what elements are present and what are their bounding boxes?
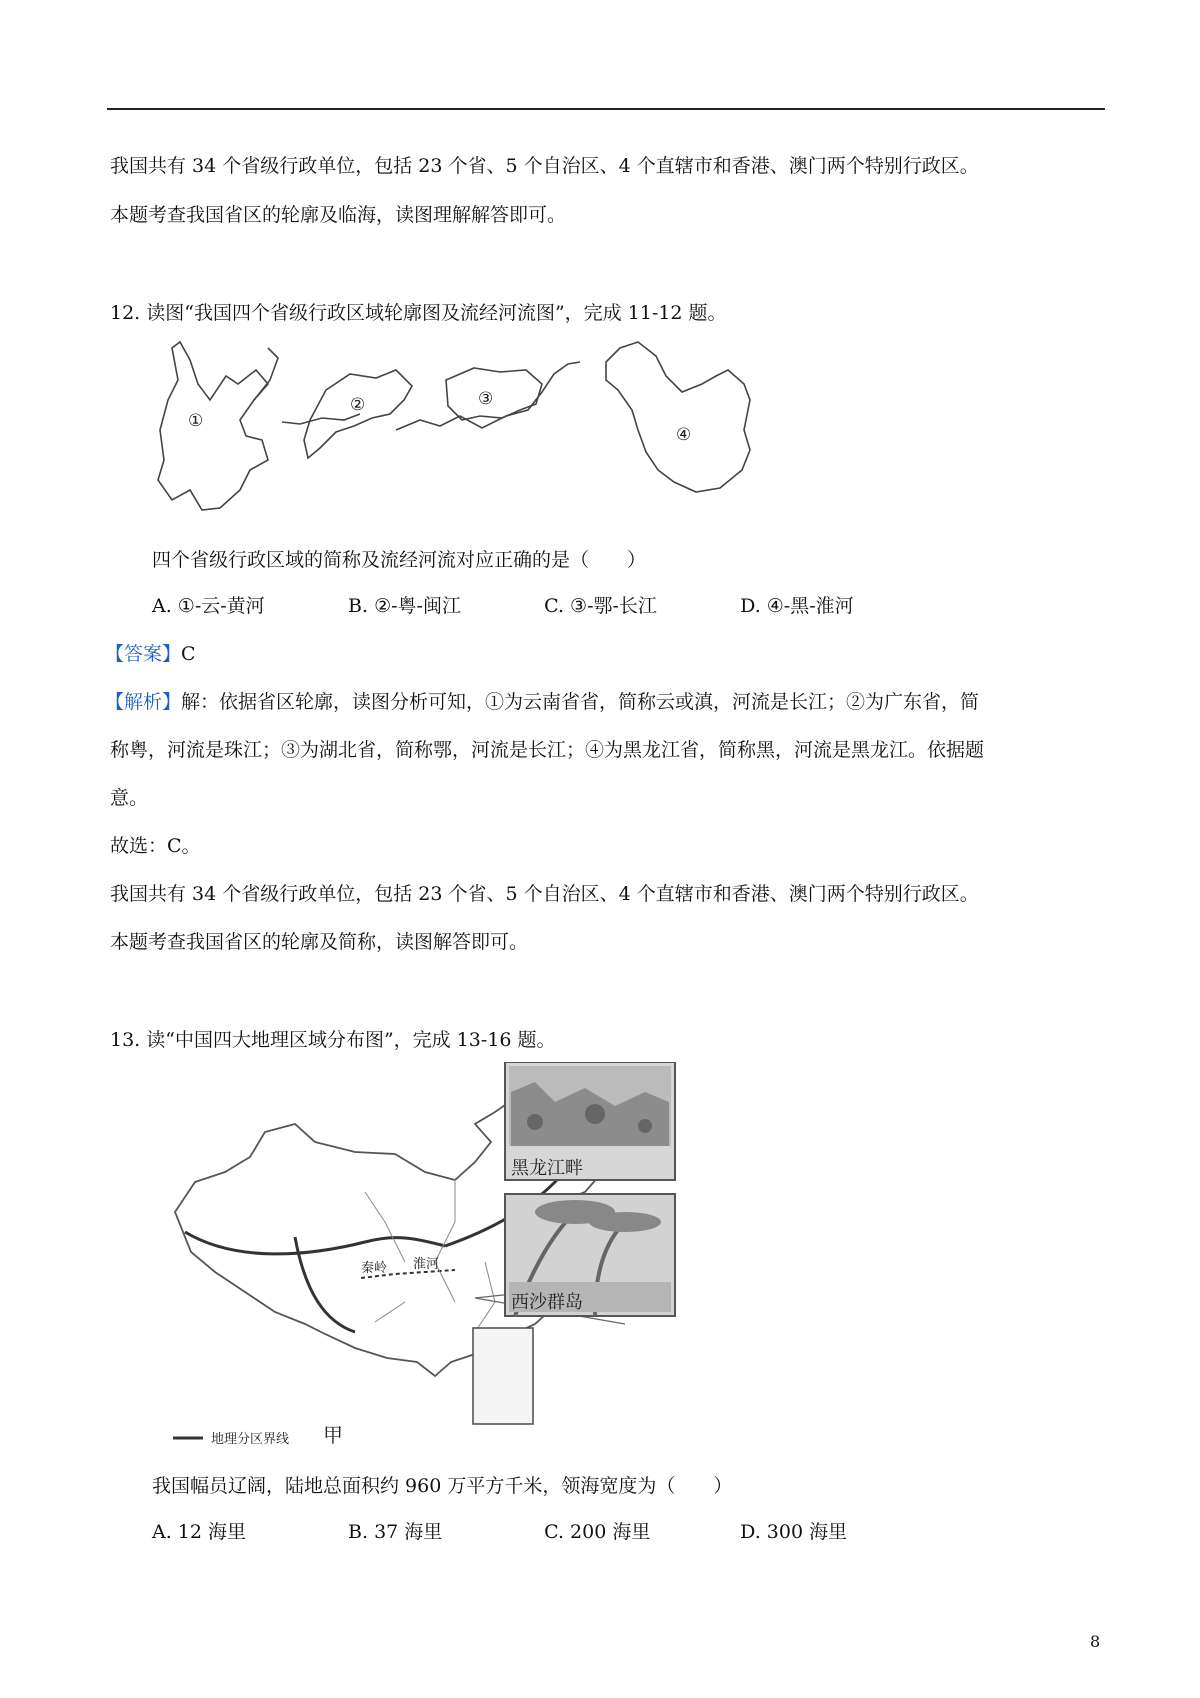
question-13-prompt: 我国幅员辽阔，陆地总面积约 960 万平方千米，领海宽度为（ ） [152,1475,733,1497]
province-outline-4 [606,342,750,492]
option-b: B. 37 海里 [348,1521,443,1543]
photo-label-heilongjiang: 黑龙江畔 [511,1158,583,1179]
analysis-line-2: 称粤，河流是珠江；③为湖北省，简称鄂，河流是长江；④为黑龙江省，简称黑，河流是黑龙江。依据题 [110,739,985,761]
map-label-jia: 甲 [323,1423,343,1447]
analysis-tag: 【解析】 [105,691,182,713]
legend-label: 地理分区界线 [211,1432,290,1447]
option-a: A. ①-云-黄河 [152,595,265,617]
figure-label-4: ④ [676,425,692,445]
photo-label-xisha: 西沙群岛 [511,1292,583,1313]
river-1 [254,348,278,400]
question-12-prompt: 四个省级行政区域的简称及流经河流对应正确的是（ ） [152,549,647,571]
question-12-options [152,592,854,620]
option-d: D. 300 海里 [740,1521,848,1543]
figure-label-1: ① [188,411,204,431]
china-regions-map-figure [155,1062,755,1448]
map-label-huaihe: 淮河 [413,1257,440,1272]
option-c: C. ③-鄂-长江 [544,595,657,617]
header-rule [107,108,1105,110]
question-13-stem: 13. 读“中国四大地理区域分布图”，完成 13-16 题。 [110,1029,556,1051]
option-b: B. ②-粤-闽江 [348,595,461,617]
figure-label-2: ② [350,395,366,415]
answer-tag: 【答案】 [105,643,182,665]
choose-line: 故选：C。 [110,835,201,857]
option-d: D. ④-黑-淮河 [740,595,854,617]
option-c: C. 200 海里 [544,1521,651,1543]
answer-line [105,640,196,668]
option-a: A. 12 海里 [152,1521,247,1543]
division-line [185,1232,445,1254]
analysis-text-1: 解：依据省区轮廓，读图分析可知，①为云南省省，简称云或滇，河流是长江；②为广东省，简 [181,691,980,713]
river-2 [282,414,360,424]
question-13-options [152,1518,847,1546]
south-china-sea-inset [473,1328,533,1424]
question-12-stem: 12. 读图“我国四个省级行政区域轮廓图及流经河流图”，完成 11-12 题。 [110,302,727,324]
page-number: 8 [1090,1632,1101,1651]
map-label-qinling: 秦岭 [361,1261,388,1276]
province-outline-1 [158,342,268,510]
prev-note-line-1: 我国共有 34 个省级行政单位，包括 23 个省、5 个自治区、4 个直辖市和香港、澳门两个特别行政区。 [110,155,979,177]
prev-note-line-2: 本题考查我国省区的轮廓及临海，读图理解解答即可。 [110,204,567,226]
answer-value: C [181,643,196,665]
province-outline-3 [446,368,542,420]
analysis-line-1 [105,688,979,716]
province-outlines-figure [150,340,830,530]
analysis-line-3: 意。 [110,787,149,809]
note-line-1: 我国共有 34 个省级行政单位，包括 23 个省、5 个自治区、4 个直辖市和香港、澳门两个特别行政区。 [110,883,979,905]
note-line-2: 本题考查我国省区的轮廓及简称，读图解答即可。 [110,931,529,953]
figure-label-3: ③ [478,389,494,409]
